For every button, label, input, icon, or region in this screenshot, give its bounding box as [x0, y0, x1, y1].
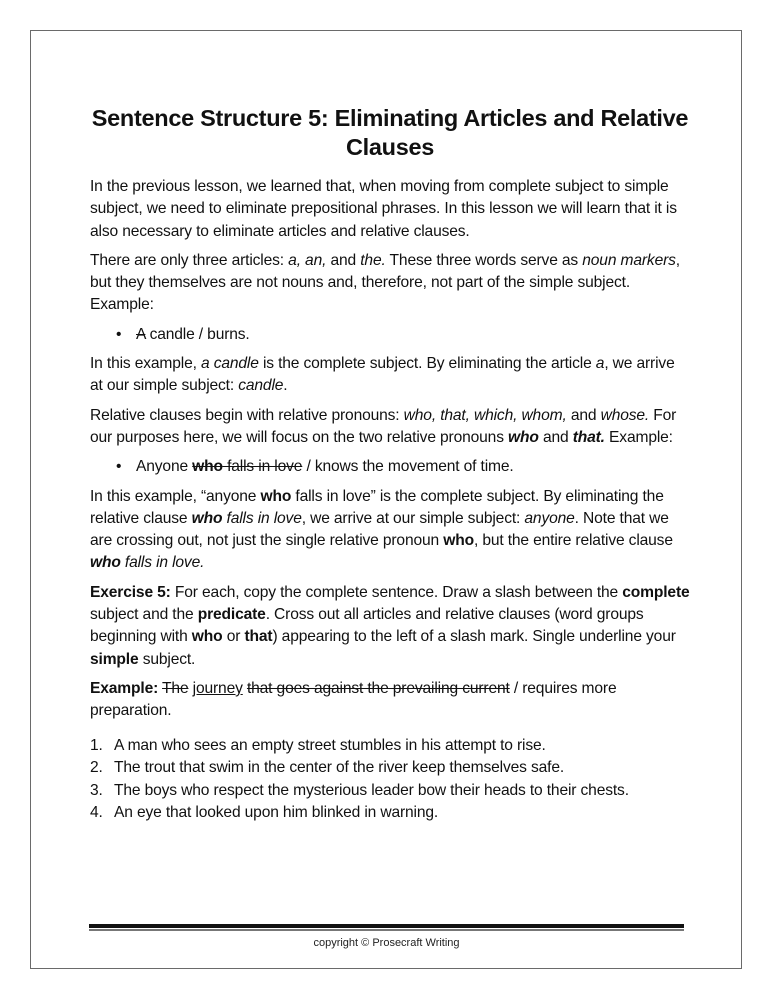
text: These three words serve as [385, 251, 583, 269]
text: simple [90, 650, 139, 668]
exercise-list [90, 735, 690, 825]
text: and [566, 406, 601, 424]
text: the. [360, 251, 386, 269]
text: who [191, 509, 223, 527]
item-text: The boys who respect the mysterious leader bow their heads to their chests. [114, 781, 629, 799]
text: candle / burns. [145, 325, 250, 343]
text: / knows the movement of time. [302, 458, 514, 476]
text: For each, copy the complete sentence. Draw a slash between the [170, 583, 623, 601]
copyright-footer: copyright © Prosecraft Writing [313, 937, 460, 949]
footer-rule-thin [89, 929, 684, 931]
example-item [90, 324, 690, 346]
articles-paragraph [90, 250, 690, 317]
text: a, an, [288, 251, 327, 269]
text: is the complete subject. By eliminating the article [258, 355, 596, 373]
text: Anyone [136, 458, 193, 476]
exercise-instructions [90, 582, 690, 671]
text: a candle [201, 355, 259, 373]
article-explanation-paragraph [90, 353, 690, 398]
text: ) appearing to the left of a slash mark. Single underline your [272, 628, 676, 646]
text: , but they themselves are not nouns and, therefore, not part of the simple subject. Example: [90, 251, 680, 314]
page-title: Sentence Structure 5: Eliminating Articles and Relative Clauses [91, 105, 689, 160]
text: , we arrive at our simple subject: [301, 509, 525, 527]
text: Relative clauses begin with relative pronouns: [90, 406, 404, 424]
text: falls in love [222, 509, 302, 527]
item-text: An eye that looked upon him blinked in warning. [114, 804, 439, 822]
exercise-example [90, 678, 690, 723]
intro-paragraph: In the previous lesson, we learned that, when moving from complete subject to simple subject, we need to eliminate prepositional phrases. In this lesson we will learn that it is also necessary to eliminate articles and relative clauses. [90, 178, 677, 240]
struck-text: falls in love [222, 458, 303, 476]
text: For our purposes here, we will focus on the two relative pronouns [90, 406, 677, 446]
text: that. [572, 428, 605, 446]
text: subject. [138, 650, 196, 668]
text: Example: [604, 428, 673, 446]
struck-text: who [192, 458, 223, 476]
exercise-item [90, 780, 690, 803]
text: / requires more preparation. [90, 679, 617, 720]
footer-rule-thick [89, 924, 684, 928]
text: noun markers [582, 251, 676, 269]
item-number: 3. [90, 781, 103, 799]
item-text: A man who sees an empty street stumbles in his attempt to rise. [114, 736, 546, 754]
exercise-item [90, 735, 690, 758]
text: who [90, 554, 121, 572]
text: who [260, 487, 292, 505]
struck-text: that goes against the prevailing current [246, 679, 510, 697]
item-number: 1. [90, 736, 103, 754]
text: candle [238, 377, 284, 395]
text: subject and the [90, 606, 198, 624]
example-list-2 [90, 456, 690, 478]
text: a [595, 355, 605, 373]
bullet-icon: • [116, 325, 122, 343]
text: There are only three articles: [90, 251, 289, 269]
exercise-item [90, 802, 690, 825]
relative-explanation-paragraph [90, 486, 690, 575]
item-number: 2. [90, 759, 103, 777]
text: . Cross out all articles and relative clauses (word groups beginning with [90, 606, 644, 646]
document-body [90, 104, 690, 825]
item-text: The trout that swim in the center of the river keep themselves safe. [114, 759, 565, 777]
text: , we arrive at our simple subject: [90, 355, 675, 395]
underlined-text: journey [192, 679, 243, 697]
example-list-1 [90, 324, 690, 346]
struck-text: A [136, 325, 146, 343]
text: , but the entire relative clause [473, 532, 673, 550]
text: whose. [600, 406, 650, 424]
text: who [508, 428, 539, 446]
text: or [222, 628, 245, 646]
text: falls in love. [120, 554, 205, 572]
text: . [283, 377, 288, 395]
text: who, that, which, whom, [403, 406, 567, 424]
item-number: 4. [90, 804, 103, 822]
text: In this example, “anyone [90, 487, 261, 505]
text: anyone [524, 509, 575, 527]
exercise-label: Exercise 5: [90, 583, 171, 601]
relative-clauses-paragraph [90, 405, 690, 450]
example-label: Example: [90, 679, 159, 697]
bullet-icon: • [116, 458, 122, 476]
text: complete [622, 583, 690, 601]
struck-text: The [162, 679, 189, 697]
text: predicate [197, 606, 266, 624]
example-item [90, 456, 690, 478]
text: that [244, 628, 273, 646]
text: who [191, 628, 223, 646]
text: . Note that we are crossing out, not just the single relative pronoun [90, 509, 669, 550]
text: who [443, 532, 474, 550]
exercise-item [90, 757, 690, 780]
text: and [538, 428, 573, 446]
text: falls in love” is the complete subject. By eliminating the relative clause [90, 487, 664, 527]
text: and [326, 251, 361, 269]
text: In this example, [90, 355, 201, 373]
